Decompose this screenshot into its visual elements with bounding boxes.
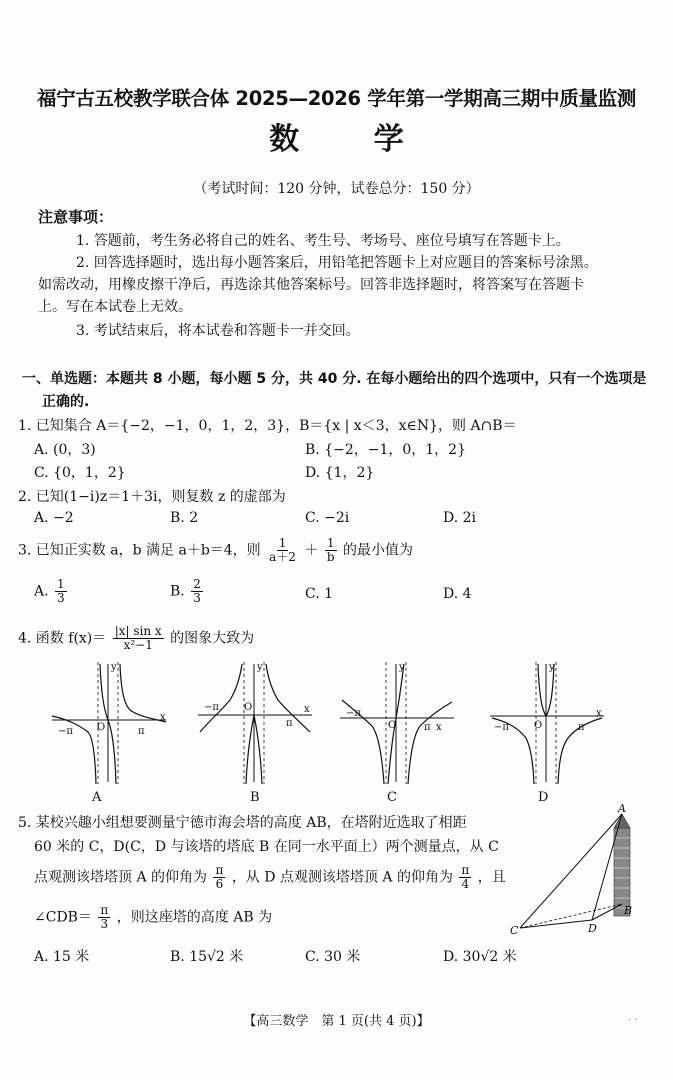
q5-angle-c-fraction: [213, 864, 225, 891]
q5-line-3-b: ，从 D 点观测该塔塔顶 A 的仰角为: [231, 869, 453, 886]
q5-line-4-b: ，则这座塔的高度 AB 为: [116, 909, 273, 926]
q4-graph-a-label: A: [92, 790, 102, 805]
q5-option-c: C. 30 米: [305, 949, 361, 965]
q4-graph-b-y-label: y: [257, 662, 263, 673]
q3-option-a-den: 3: [57, 591, 65, 605]
q4-graph-c-origin: O: [388, 720, 397, 731]
q5-angle-d-den: 4: [461, 877, 470, 891]
page-corner-dots: . .: [628, 1012, 638, 1023]
q4-graph-d-neg-pi: −π: [494, 722, 509, 733]
q5-option-b: B. 15√2 米: [170, 949, 244, 965]
q3-stem-tail: 的最小值为: [342, 542, 413, 559]
q4-graph-b-svg: [196, 660, 316, 785]
q3-option-b: [170, 578, 205, 605]
q5-option-d: D. 30√2 米: [443, 949, 517, 965]
q4-graph-c: [338, 660, 458, 785]
q3-option-b-fraction: [191, 578, 203, 605]
notice-title: 注意事项：: [38, 208, 114, 226]
q2-stem: 2. 已知(1−i)z＝1＋3i，则复数 z 的虚部为: [18, 489, 286, 505]
q5-line-2: 60 米的 C，D(C，D 与该塔的塔底 B 在同一水平面上）两个测量点，从 C: [34, 839, 499, 855]
q3-option-d: D. 4: [443, 586, 472, 602]
q5-line-4: [34, 904, 272, 931]
q4-stem-text: 4. 函数 f(x)＝: [18, 630, 107, 647]
q1-stem: 1. 已知集合 A＝{−2，−1，0，1，2，3}，B＝{x | x＜3，x∈N}，则 A∩B＝: [18, 418, 517, 434]
q4-graph-a-x-label: x: [160, 712, 166, 723]
q3-option-c: C. 1: [305, 586, 334, 602]
q4-graph-b-pi: π: [286, 718, 293, 729]
q4-graph-a-y-label: y: [111, 662, 117, 673]
q2-option-d: D. 2i: [443, 510, 477, 526]
q3-option-a-label: A.: [34, 583, 49, 600]
q1-option-a: A. (0，3): [34, 442, 96, 458]
q5-line-3-a: 点观测该塔塔顶 A 的仰角为: [34, 869, 208, 886]
q4-graph-c-label: C: [387, 790, 397, 805]
q1-option-d: D. {1，2}: [305, 465, 375, 481]
q4-graph-a-neg-pi: −π: [58, 726, 73, 737]
q1-option-c: C. {0，1，2}: [34, 465, 126, 481]
q4-graph-c-pi: π: [424, 722, 431, 733]
q5-option-a: A. 15 米: [34, 949, 90, 965]
q3-option-b-num: 2: [193, 577, 201, 591]
q5-point-c: C: [510, 924, 519, 937]
notice-item-3: 3. 考试结束后，将本试卷和答题卡一并交回。: [76, 323, 360, 339]
q5-tower-figure: [508, 802, 658, 942]
q5-angle-d-num: π: [461, 863, 470, 877]
q4-graph-c-y-label: y: [399, 662, 405, 673]
q5-point-d: D: [588, 922, 597, 935]
q2-option-a: A. −2: [34, 510, 74, 526]
q4-fraction-num: |x| sin x: [114, 624, 162, 638]
notice-item-2: 2. 回答选择题时，选出每小题答案后，用铅笔把答题卡上对应题目的答案标号涂黑。如需改动，用橡皮擦干净后，再选涂其他答案标号。回答非选择题时，将答案写在答题卡上。写在本试卷上无效。: [38, 255, 598, 315]
q4-graph-d: [488, 660, 608, 785]
q4-graph-b: [196, 660, 316, 785]
q5-tower-svg: [508, 808, 658, 938]
q5-line-3-c: ，且: [477, 869, 506, 886]
q5-point-a: A: [618, 802, 626, 815]
q5-angle-d-fraction: [459, 864, 471, 891]
q4-graph-d-y-label: y: [549, 662, 555, 673]
q3-fraction-2: [325, 537, 337, 564]
section-header-line1: 一、单选题：本题共 8 小题，每小题 5 分，共 40 分. 在每小题给出的四个选项中，只有一个选项是: [22, 371, 647, 387]
q5-angle-c-num: π: [215, 863, 224, 877]
q4-fraction: [113, 625, 164, 652]
q5-cdb-den: 3: [100, 917, 109, 931]
q3-option-b-label: B.: [170, 583, 185, 600]
page-footer: 【高三数学 第 1 页(共 4 页)】: [243, 1014, 430, 1029]
q4-graph-d-origin: O: [534, 720, 543, 731]
q3-stem-text: 3. 已知正实数 a，b 满足 a＋b＝4，则: [18, 542, 261, 559]
q4-graph-d-pi: π: [578, 722, 585, 733]
q3-fraction-1-num: 1: [278, 536, 287, 550]
q3-fraction-2-den: b: [326, 550, 335, 564]
q5-line-4-a: ∠CDB＝: [34, 909, 92, 926]
q5-point-b: B: [624, 904, 633, 917]
q3-option-a-fraction: [55, 578, 67, 605]
q4-graph-c-neg-pi: −π: [346, 708, 361, 719]
section-header-line2: 正确的.: [42, 394, 90, 410]
q5-cdb-fraction: [98, 904, 110, 931]
q5-cdb-num: π: [100, 903, 109, 917]
q5-line-3: [34, 864, 506, 891]
q4-graph-a: [50, 660, 170, 785]
q2-option-b: B. 2: [170, 510, 199, 526]
q1-option-b: B. {−2，−1，0，1，2}: [305, 442, 466, 458]
q4-stem-tail: 的图象大致为: [170, 630, 255, 647]
q3-fraction-1-den: a＋2: [269, 550, 296, 564]
q3-fraction-2-num: 1: [326, 536, 335, 550]
q4-graph-a-pi: π: [138, 726, 145, 737]
q3-stem: [18, 537, 413, 564]
q3-option-a-num: 1: [57, 577, 65, 591]
exam-title: 福宁古五校教学联合体 2025—2026 学年第一学期高三期中质量监测: [36, 87, 637, 110]
q5-line-1: 5. 某校兴趣小组想要测量宁德市海会塔的高度 AB，在塔附近选取了相距: [18, 815, 467, 831]
q4-graph-c-x-label: x: [436, 722, 442, 733]
q3-plus: ＋: [304, 542, 319, 559]
q4-graph-b-neg-pi: −π: [204, 702, 219, 713]
q4-graph-b-x-label: x: [304, 704, 310, 715]
q3-fraction-1: [267, 537, 298, 564]
q4-graph-a-origin: O: [97, 722, 106, 733]
subject-title: 数 学: [269, 122, 404, 157]
q4-graph-a-svg: [50, 660, 170, 785]
q3-option-a: [34, 578, 69, 605]
q3-option-b-den: 3: [193, 591, 201, 605]
q4-graph-d-label: D: [538, 790, 549, 805]
q5-angle-c-den: 6: [215, 877, 224, 891]
q4-graph-b-label: B: [250, 790, 260, 805]
notice-item-1: 1. 答题前，考生务必将自己的姓名、考生号、考场号、座位号填写在答题卡上。: [76, 233, 570, 249]
q4-graph-b-origin: O: [244, 702, 253, 713]
q4-fraction-den: x²−1: [123, 638, 153, 652]
exam-info: （考试时间：120 分钟，试卷总分：150 分）: [193, 181, 480, 197]
q2-option-c: C. −2i: [305, 510, 350, 526]
q4-graph-d-x-label: x: [596, 708, 602, 719]
q4-stem: [18, 625, 254, 652]
